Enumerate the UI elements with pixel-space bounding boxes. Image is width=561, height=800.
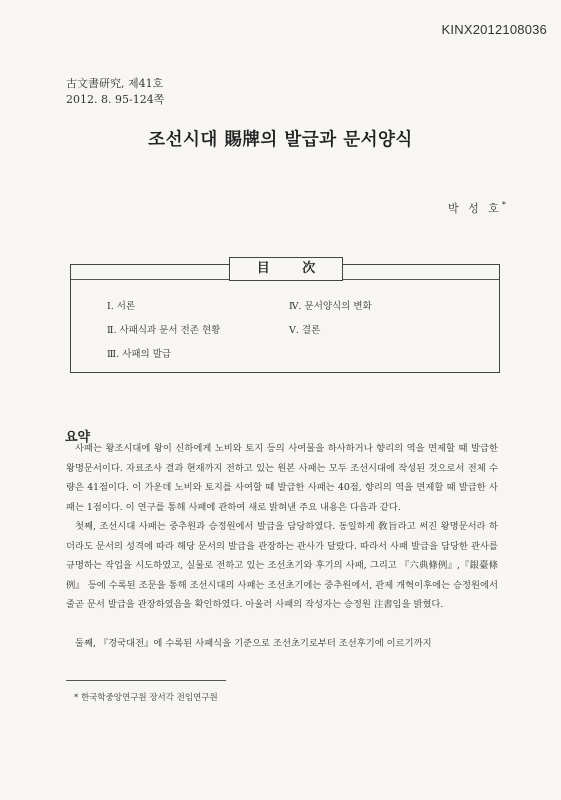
toc-item: Ⅱ. 사패식과 문서 전존 현황: [107, 325, 221, 336]
journal-info: [66, 76, 164, 108]
author-name: 박 성 호: [448, 202, 502, 215]
paper-title: 조선시대 賜牌의 발급과 문서양식: [148, 130, 413, 150]
summary-paragraph: 둘째, 『경국대전』에 수록된 사패식을 기준으로 조선초기로부터 조선후기에 이르기까지: [75, 638, 432, 649]
author: [448, 200, 506, 216]
toc-item: Ⅴ. 결론: [289, 325, 321, 336]
summary-paragraph: 첫째, 조선시대 사패는 중추원과 승정원에서 발급을 담당하였다. 동일하게 敎旨라고 써진 왕명문서라 하더라도 문서의 성격에 따라 해당 문서의 발급을 관장하는 관사가 달랐다. 따라서 사패 발급을 담당한 관사를 규명하는 작업을 시도하였고, 실물로 전하고 있는 조선초기와 후기의 사패, 그리고 『六典條例』,『銀臺條例』 등에 수록된 조문을 통해 조선시대의 사패는 조선초기에는 중추원에서, 관제 개혁이후에는 승정원에서 줄곧 문서 발급을 관장하였음을 확인하였다. 아울러 사패의 작성자는 승정원 注書임을 밝혔다.: [66, 521, 498, 611]
author-footnote-mark: *: [501, 200, 506, 210]
toc-heading: 目 次: [229, 257, 343, 281]
journal-name: 古文書研究, 제41호: [66, 77, 164, 90]
summary-heading: 요약: [65, 429, 91, 444]
document-id: KINX2012108036: [441, 22, 547, 37]
toc-item: Ⅰ. 서론: [107, 301, 136, 312]
journal-issue: 2012. 8. 95-124쪽: [66, 93, 165, 106]
footnote: * 한국학중앙연구원 장서각 전임연구원: [74, 693, 218, 703]
table-of-contents: [70, 261, 500, 373]
toc-item: Ⅳ. 문서양식의 변화: [289, 301, 372, 312]
toc-item: Ⅲ. 사패의 발급: [107, 349, 172, 360]
summary-paragraph: 사패는 왕조시대에 왕이 신하에게 노비와 토지 등의 사여물을 하사하거나 향리의 역을 면제할 때 발급한 왕명문서이다. 자료조사 결과 현재까지 전하고 있는 원본 사패는 모두 조선시대에 작성된 것으로서 전체 수량은 41점이다. 이 가운데 노비와 토지를 사여할 때 발급한 사패는 40점, 향리의 역을 면제할 때 발급한 사패는 1점이다. 이 연구를 통해 사패에 관하여 새로 밝혀낸 주요 내용은 다음과 같다.: [66, 443, 498, 513]
footnote-divider: [66, 680, 226, 681]
